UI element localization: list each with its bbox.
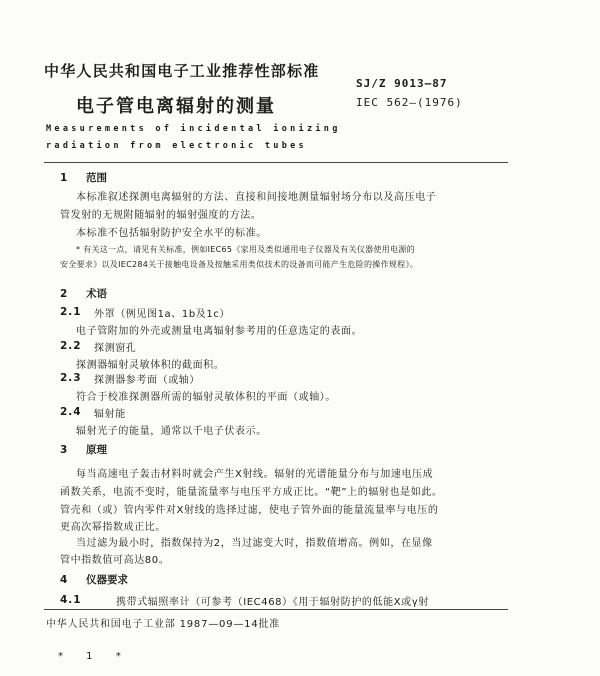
iec-reference: IEC 562—(1976) bbox=[356, 96, 463, 109]
term-definition: 探测器辐射灵敏体积的截面积。 bbox=[76, 360, 225, 371]
section-3-paragraph-line: 当过滤为最小时，指数保持为2，当过滤变大时，指数值增高。例如，在显像 bbox=[76, 538, 433, 549]
term-number: 2.2 bbox=[60, 340, 82, 352]
term-number: 2.3 bbox=[60, 372, 82, 384]
section-2-heading bbox=[60, 286, 107, 301]
term-number: 2.4 bbox=[60, 406, 82, 418]
section-3-paragraph-line: 函数关系，电流不变时，能量流量率与电压平方成正比。“靶”上的辐射也是如此。 bbox=[60, 487, 443, 498]
section-1-exclusion: 本标准不包括辐射防护安全水平的标准。 bbox=[76, 228, 267, 239]
standard-organization: 中华人民共和国电子工业推荐性部标准 bbox=[44, 62, 320, 80]
section-number: 3 bbox=[60, 444, 68, 456]
standard-number: SJ/Z 9013—87 bbox=[356, 77, 448, 90]
section-1-paragraph-line: 本标准叙述探测电离辐射的方法、直接和间接地测量辐射场分布以及高压电子 bbox=[76, 192, 437, 203]
section-4-heading bbox=[60, 572, 128, 587]
section-title: 原理 bbox=[86, 444, 107, 456]
clause-number: 4.1 bbox=[60, 594, 82, 606]
section-title: 仪器要求 bbox=[86, 574, 128, 586]
term-definition: 辐射光子的能量，通常以千电子伏表示。 bbox=[76, 426, 267, 437]
section-number: 1 bbox=[60, 172, 68, 184]
section-1-paragraph-line: 管发射的无规附随辐射的辐射强度的方法。 bbox=[60, 210, 262, 221]
section-3-paragraph-line: 管中指数值可高达80。 bbox=[60, 555, 170, 566]
term-name: 外罩（例见图1a、1b及1c） bbox=[94, 309, 231, 320]
section-number: 2 bbox=[60, 288, 68, 300]
term-definition: 电子管附加的外壳或测量电离辐射参考用的任意选定的表面。 bbox=[76, 326, 363, 337]
section-3-paragraph-line: 更高次幂指数成正比。 bbox=[60, 522, 166, 533]
approval-line: 中华人民共和国电子工业部 1987—09—14批准 bbox=[46, 619, 281, 630]
page-number: * 1 * bbox=[58, 651, 131, 662]
term-definition: 符合于校准探测器所需的辐射灵敏体积的平面（或轴）。 bbox=[76, 392, 336, 403]
clause-text: 携带式辐照率计（可参考（IEC468）《用于辐射防护的低能X或γ射 bbox=[116, 597, 429, 608]
term-name: 探测器参考面（或轴） bbox=[94, 375, 200, 386]
section-title: 术语 bbox=[86, 288, 107, 300]
footnote-line: 安全要求》以及IEC284关于接触电设备及按触采用类似技术的设备而可能产生危险的操作规程》。 bbox=[60, 260, 419, 269]
header-divider bbox=[44, 162, 508, 163]
section-1-heading bbox=[60, 170, 107, 185]
section-title: 范围 bbox=[86, 172, 107, 184]
footnote-line: * 有关这一点，请见有关标准，例如IEC65《家用及类似通用电子仪器及有关仪器使用电源的 bbox=[76, 245, 415, 254]
term-name: 探测窗孔 bbox=[94, 343, 137, 354]
term-name: 辐射能 bbox=[94, 409, 126, 420]
section-3-paragraph-line: 管壳和（或）管内零件对X射线的选择过滤，使电子管外面的能量流量率与电压的 bbox=[60, 505, 439, 516]
section-3-heading bbox=[60, 442, 107, 457]
footer-divider bbox=[44, 609, 508, 610]
english-title-line1: Measurements of incidental ionizing bbox=[46, 124, 341, 134]
term-number: 2.1 bbox=[60, 306, 82, 318]
section-number: 4 bbox=[60, 574, 68, 586]
document-title: 电子管电离辐射的测量 bbox=[76, 96, 276, 117]
section-3-paragraph-line: 每当高速电子轰击材料时就会产生X射线。辐射的光谱能量分布与加速电压成 bbox=[76, 469, 434, 480]
english-title-line2: radiation from electronic tubes bbox=[46, 141, 307, 151]
